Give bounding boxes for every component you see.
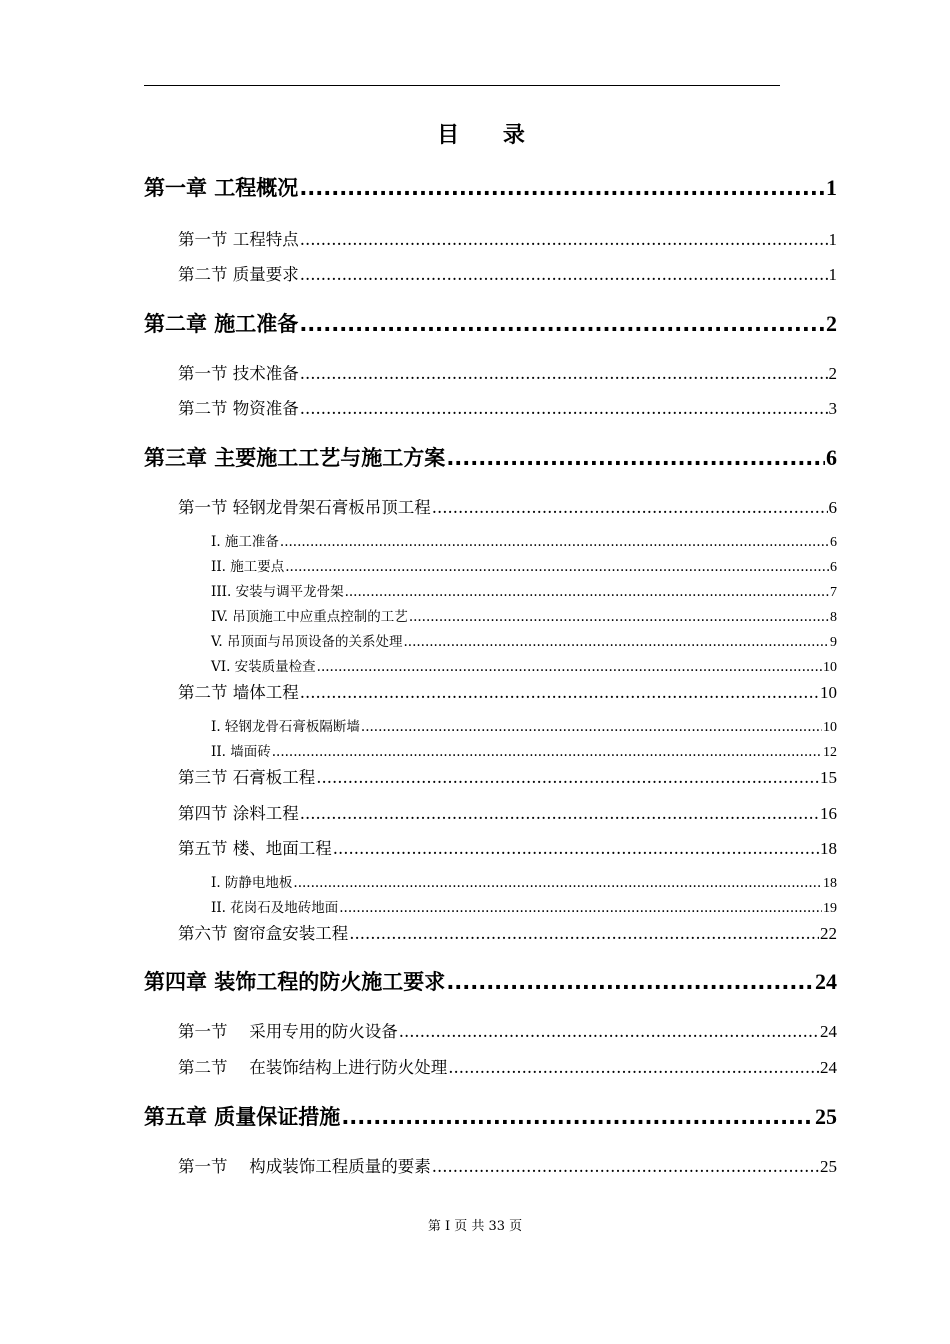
toc-entry[interactable] [144,308,837,338]
toc-entry-label: 第六节 窗帘盒安装工程 [178,924,349,943]
toc-entry-label: 第一节 技术准备 [178,364,299,383]
toc-entry[interactable] [144,172,837,202]
toc-page-number: 25 [815,1104,837,1129]
toc-entry-label: IV. 吊顶施工中应重点控制的工艺 [211,609,408,625]
toc-entry[interactable] [178,261,837,285]
toc-entry-label: 第五章 质量保证措施 [144,1105,341,1129]
toc-page-number: 6 [830,560,837,575]
toc-page-number: 22 [820,924,837,943]
toc-dot-leader [300,230,828,249]
toc-entry[interactable] [178,679,837,703]
toc-dot-leader [299,176,825,200]
toc-entry[interactable] [178,920,837,944]
toc-entry-label: 第二节 墙体工程 [178,683,299,702]
toc-page-number: 9 [830,635,837,650]
toc-dot-leader [361,719,822,735]
toc-entry-label: 第一节 轻钢龙骨架石膏板吊顶工程 [178,498,431,517]
toc-entry[interactable] [178,494,837,518]
toc-entry-label: 第二节 在装饰结构上进行防火处理 [178,1058,448,1077]
toc-entry[interactable] [211,530,837,551]
toc-dot-leader [316,768,819,787]
toc-page-number: 6 [826,445,837,470]
toc-dot-leader [446,970,814,994]
toc-dot-leader [349,924,819,943]
toc-page-number: 19 [823,901,837,916]
toc-entry-label: 第一章 工程概况 [144,176,299,200]
toc-page-number: 1 [828,230,837,249]
toc-entry[interactable] [144,442,837,472]
toc-entry-label: 第四章 装饰工程的防火施工要求 [144,970,446,994]
toc-page-number: 18 [823,876,837,891]
toc-entry[interactable] [178,1153,837,1177]
toc-entry-label: 第一节 构成装饰工程质量的要素 [178,1157,431,1176]
toc-entry[interactable] [211,871,837,892]
toc-page-number: 10 [823,720,837,735]
toc-page-number: 10 [820,683,837,702]
toc-page-number: 15 [820,768,837,787]
toc-page-number: 10 [823,660,837,675]
toc-entry-label: III. 安装与调平龙骨架 [211,584,344,600]
toc-entry-label: 第三章 主要施工工艺与施工方案 [144,446,446,470]
toc-dot-leader [339,900,822,916]
toc-entry[interactable] [211,580,837,601]
toc-dot-leader [317,659,822,675]
toc-entry[interactable] [144,966,837,996]
toc-entry-label: I. 防静电地板 [211,875,293,891]
toc-entry-label: 第二章 施工准备 [144,312,299,336]
toc-page-number: 24 [820,1022,837,1041]
toc-entry-label: 第二节 质量要求 [178,265,299,284]
toc-page-number: 1 [826,175,837,200]
toc-entry[interactable] [211,655,837,676]
toc-entry[interactable] [211,605,837,626]
toc-page-number: 25 [820,1157,837,1176]
toc-page-number: 24 [820,1058,837,1077]
page-footer: 第 I 页 共 33 页 [427,1219,523,1234]
toc-entry-label: VI. 安装质量检查 [211,659,316,675]
toc-page-number: 18 [820,839,837,858]
toc-page-number: 6 [828,498,837,517]
toc-entry-label: I. 施工准备 [211,534,279,550]
toc-dot-leader [299,312,825,336]
toc-dot-leader [285,559,829,575]
toc-entry-label: II. 墙面砖 [211,744,271,760]
toc-entry-label: 第一节 采用专用的防火设备 [178,1022,398,1041]
toc-entry[interactable] [211,896,837,917]
toc-dot-leader [448,1058,819,1077]
toc-entry-label: II. 施工要点 [211,559,285,575]
toc-entry-label: 第四节 涂料工程 [178,804,299,823]
toc-dot-leader [272,744,822,760]
toc-dot-leader [300,399,828,418]
toc-entry-label: 第五节 楼、地面工程 [178,839,332,858]
toc-dot-leader [293,875,822,891]
toc-page-number: 7 [830,585,837,600]
toc-page-number: 3 [828,399,837,418]
toc-dot-leader [300,364,828,383]
toc-dot-leader [341,1105,814,1129]
toc-page-number: 2 [826,311,837,336]
toc-dot-leader [345,584,829,600]
toc-dot-leader [432,498,828,517]
toc-entry[interactable] [178,1018,837,1042]
toc-dot-leader [403,634,829,650]
toc-dot-leader [300,265,828,284]
toc-entry[interactable] [211,630,837,651]
toc-entry[interactable] [178,226,837,250]
toc-entry[interactable] [211,715,837,736]
toc-dot-leader [446,446,825,470]
toc-entry[interactable] [178,800,837,824]
toc-dot-leader [333,839,819,858]
toc-dot-leader [432,1157,819,1176]
toc-entry[interactable] [178,360,837,384]
toc-dot-leader [300,804,819,823]
toc-page-number: 16 [820,804,837,823]
toc-page-number: 2 [828,364,837,383]
toc-entry-label: 第二节 物资准备 [178,399,299,418]
toc-entry-label: V. 吊顶面与吊顶设备的关系处理 [211,634,403,650]
toc-page-number: 1 [828,265,837,284]
toc-entry-label: 第一节 工程特点 [178,230,299,249]
toc-entry[interactable] [211,555,837,576]
toc-dot-leader [280,534,829,550]
toc-title: 目 录 [437,123,543,148]
toc-entry[interactable] [178,764,837,788]
toc-entry-label: I. 轻钢龙骨石膏板隔断墙 [211,719,360,735]
toc-dot-leader [300,683,819,702]
toc-entry[interactable] [178,835,837,859]
toc-page-number: 24 [815,969,837,994]
toc-page-number: 6 [830,535,837,550]
toc-entry[interactable] [144,1101,837,1131]
toc-page-number: 8 [830,610,837,625]
toc-entry-label: 第三节 石膏板工程 [178,768,316,787]
toc-page-number: 12 [823,745,837,760]
toc-entry[interactable] [178,395,837,419]
toc-dot-leader [409,609,829,625]
toc-entry[interactable] [178,1054,837,1078]
toc-entry-label: II. 花岗石及地砖地面 [211,900,339,916]
toc-entry[interactable] [211,740,837,761]
toc-dot-leader [399,1022,819,1041]
